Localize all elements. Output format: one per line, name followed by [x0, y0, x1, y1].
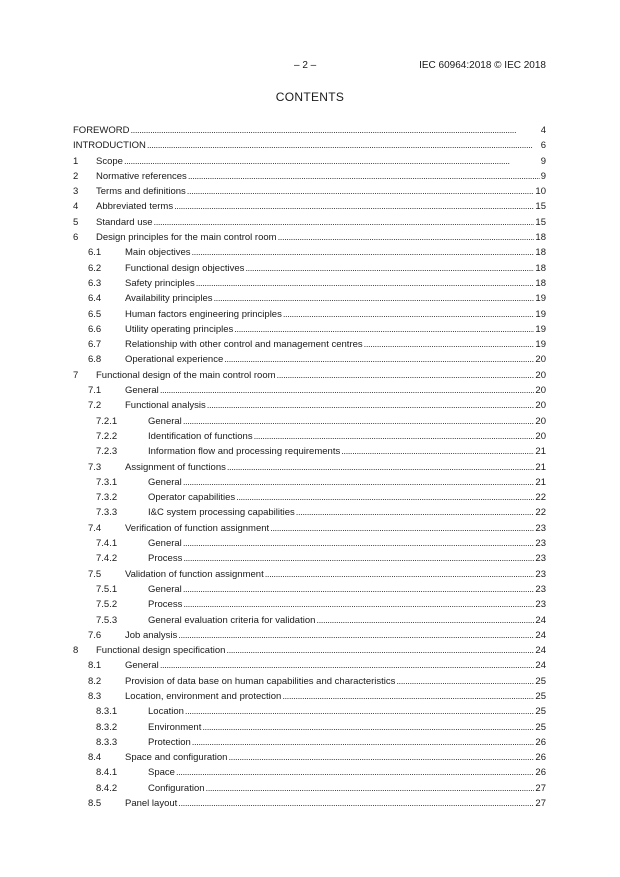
dot-leader [277, 368, 535, 383]
toc-entry-line [148, 414, 546, 429]
toc-entry-page: 19 [534, 337, 546, 352]
toc-entry-label: Main objectives [125, 245, 191, 260]
toc-entry-line [125, 674, 546, 689]
toc-entry[interactable] [73, 781, 546, 796]
toc-entry-page: 23 [534, 521, 546, 536]
toc-entry-label: Abbreviated terms [96, 199, 174, 214]
dot-leader [183, 582, 535, 597]
toc-entry-number: 2 [73, 170, 79, 182]
toc-entry-line [96, 230, 546, 245]
toc-entry-number: 8.3.2 [96, 721, 118, 733]
toc-entry-number: 7.3 [88, 461, 102, 473]
toc-entry-line [125, 460, 546, 475]
dot-leader [316, 613, 534, 628]
page-number: – 2 – [294, 60, 317, 71]
toc-entry-label: General [148, 475, 183, 490]
toc-entry-line [125, 322, 546, 337]
toc-entry-line [96, 169, 546, 184]
dot-leader [178, 628, 534, 643]
toc-entry-line [148, 475, 546, 490]
toc-entry-number: 4 [73, 201, 79, 213]
toc-entry[interactable] [73, 276, 546, 291]
toc-entry-number: 8.4.2 [96, 782, 118, 794]
toc-entry-number: 7.2.2 [96, 430, 118, 442]
toc-entry[interactable] [73, 567, 546, 582]
toc-entry-line [148, 597, 546, 612]
dot-leader [341, 444, 534, 459]
dot-leader [130, 123, 539, 138]
dot-leader [183, 414, 535, 429]
toc-entry-number: 6 [73, 232, 79, 244]
toc-entry-page: 23 [534, 567, 546, 582]
table-of-contents [73, 123, 546, 811]
dot-leader [178, 796, 534, 811]
toc-entry-page: 25 [534, 689, 546, 704]
dot-leader [187, 184, 535, 199]
toc-entry-number: 7.5.2 [96, 599, 118, 611]
dot-leader [364, 337, 535, 352]
dot-leader [207, 398, 535, 413]
toc-entry[interactable] [73, 138, 546, 153]
toc-entry-line [148, 735, 546, 750]
toc-entry-number: 8.1 [88, 660, 102, 672]
dot-leader [183, 597, 534, 612]
toc-entry-page: 24 [534, 658, 546, 673]
dot-leader [227, 460, 535, 475]
toc-entry-page: 10 [534, 184, 546, 199]
toc-entry-page: 18 [534, 245, 546, 260]
toc-entry-line [125, 245, 546, 260]
standard-reference: IEC 60964:2018 © IEC 2018 [419, 60, 546, 71]
toc-entry-number: 7.4.2 [96, 553, 118, 565]
toc-entry-page: 23 [534, 582, 546, 597]
dot-leader [160, 383, 535, 398]
toc-entry-line [125, 521, 546, 536]
toc-entry-line [125, 337, 546, 352]
toc-entry[interactable] [73, 475, 546, 490]
toc-entry[interactable] [73, 796, 546, 811]
toc-entry-line [125, 567, 546, 582]
toc-entry-number: 8.3 [88, 690, 102, 702]
toc-entry-page: 15 [534, 215, 546, 230]
toc-entry-page: 26 [534, 735, 546, 750]
toc-entry-line [148, 429, 546, 444]
toc-entry[interactable] [73, 643, 546, 658]
toc-entry-line [125, 658, 546, 673]
toc-entry-number: 7 [73, 369, 79, 381]
toc-entry-page: 15 [534, 199, 546, 214]
toc-entry-label: Process [148, 597, 183, 612]
dot-leader [236, 490, 534, 505]
dot-leader [188, 169, 540, 184]
toc-entry-label: Standard use [96, 215, 154, 230]
toc-entry-line [125, 291, 546, 306]
toc-entry[interactable] [73, 337, 546, 352]
toc-entry-label: General [125, 383, 160, 398]
toc-entry-page: 18 [534, 230, 546, 245]
toc-entry[interactable] [73, 184, 546, 199]
toc-entry-line [73, 123, 546, 138]
toc-entry-label: Space and configuration [125, 750, 228, 765]
toc-entry[interactable] [73, 765, 546, 780]
toc-entry[interactable] [73, 261, 546, 276]
toc-entry-page: 21 [534, 460, 546, 475]
dot-leader [296, 505, 535, 520]
toc-entry-page: 20 [534, 414, 546, 429]
toc-entry-label: Environment [148, 720, 202, 735]
toc-entry[interactable] [73, 551, 546, 566]
toc-entry-label: I&C system processing capabilities [148, 505, 296, 520]
toc-entry-line [125, 261, 546, 276]
dot-leader [183, 536, 535, 551]
toc-entry-page: 19 [534, 291, 546, 306]
toc-entry-label: General [148, 536, 183, 551]
dot-leader [282, 689, 534, 704]
toc-entry-line [148, 444, 546, 459]
toc-entry-number: 8.2 [88, 675, 102, 687]
toc-entry-number: 7.2 [88, 400, 102, 412]
toc-entry-line [148, 505, 546, 520]
dot-leader [183, 551, 534, 566]
dot-leader [226, 643, 534, 658]
toc-entry-line [125, 352, 546, 367]
toc-entry[interactable] [73, 444, 546, 459]
toc-entry[interactable] [73, 398, 546, 413]
toc-entry-page: 19 [534, 307, 546, 322]
toc-entry-number: 6.7 [88, 339, 102, 351]
toc-entry-page: 19 [534, 322, 546, 337]
toc-entry-number: 7.3.1 [96, 476, 118, 488]
toc-entry[interactable] [73, 352, 546, 367]
toc-entry-label: Verification of function assignment [125, 521, 270, 536]
toc-entry-line [96, 368, 546, 383]
toc-entry[interactable] [73, 613, 546, 628]
toc-entry-line [73, 138, 546, 153]
dot-leader [213, 291, 534, 306]
toc-entry[interactable] [73, 429, 546, 444]
toc-entry-number: 6.5 [88, 308, 102, 320]
toc-entry-number: 7.3.3 [96, 507, 118, 519]
toc-entry-line [96, 199, 546, 214]
toc-entry-page: 18 [534, 261, 546, 276]
toc-entry-page: 23 [534, 597, 546, 612]
toc-entry-label: Utility operating principles [125, 322, 234, 337]
toc-entry[interactable] [73, 414, 546, 429]
toc-entry-number: 6.2 [88, 262, 102, 274]
toc-entry-line [148, 781, 546, 796]
toc-entry-label: Operational experience [125, 352, 224, 367]
toc-entry-label: General [125, 658, 160, 673]
toc-entry-number: 7.5.1 [96, 583, 118, 595]
toc-entry-page: 26 [534, 750, 546, 765]
toc-entry-page: 20 [534, 398, 546, 413]
toc-entry[interactable] [73, 750, 546, 765]
dot-leader [176, 765, 534, 780]
toc-entry-label: Safety principles [125, 276, 196, 291]
toc-entry-page: 4 [540, 123, 546, 138]
toc-entry-number: 6.1 [88, 247, 102, 259]
toc-entry[interactable] [73, 383, 546, 398]
toc-entry-page: 24 [534, 613, 546, 628]
dot-leader [245, 261, 534, 276]
toc-entry-label: Process [148, 551, 183, 566]
toc-entry-line [148, 720, 546, 735]
toc-entry-number: 6.8 [88, 354, 102, 366]
toc-entry[interactable] [73, 505, 546, 520]
toc-entry-page: 27 [534, 796, 546, 811]
toc-entry-label: Panel layout [125, 796, 178, 811]
toc-entry[interactable] [73, 597, 546, 612]
toc-entry[interactable] [73, 735, 546, 750]
toc-entry[interactable] [73, 154, 546, 169]
toc-entry-line [125, 276, 546, 291]
toc-entry-number: 7.4 [88, 522, 102, 534]
toc-entry[interactable] [73, 720, 546, 735]
toc-entry-label: General [148, 582, 183, 597]
toc-entry-page: 20 [534, 368, 546, 383]
toc-entry-line [148, 765, 546, 780]
contents-title: CONTENTS [275, 90, 345, 104]
toc-entry-page: 21 [534, 444, 546, 459]
toc-entry-page: 22 [534, 490, 546, 505]
toc-entry-number: 6.6 [88, 323, 102, 335]
toc-entry-label: Identification of functions [148, 429, 254, 444]
toc-entry-page: 25 [534, 674, 546, 689]
toc-entry-label: General evaluation criteria for validation [148, 613, 316, 628]
toc-entry[interactable] [73, 460, 546, 475]
toc-entry-label: Space [148, 765, 176, 780]
toc-entry[interactable] [73, 123, 546, 138]
toc-entry-page: 23 [534, 536, 546, 551]
toc-entry[interactable] [73, 199, 546, 214]
toc-entry-label: Location, environment and protection [125, 689, 282, 704]
toc-entry-page: 20 [534, 429, 546, 444]
toc-entry-line [125, 628, 546, 643]
toc-entry-number: 3 [73, 186, 79, 198]
toc-entry-line [148, 551, 546, 566]
toc-entry-line [148, 490, 546, 505]
toc-entry-label: Job analysis [125, 628, 178, 643]
dot-leader [265, 567, 535, 582]
toc-entry-label: Normative references [96, 169, 188, 184]
toc-entry-number: 8.3.3 [96, 736, 118, 748]
dot-leader [192, 735, 535, 750]
toc-entry[interactable] [73, 245, 546, 260]
toc-entry-page: 27 [534, 781, 546, 796]
toc-entry-label: Terms and definitions [96, 184, 187, 199]
toc-entry-label: Human factors engineering principles [125, 307, 283, 322]
toc-entry[interactable] [73, 521, 546, 536]
toc-entry[interactable] [73, 658, 546, 673]
toc-entry-number: 8 [73, 645, 79, 657]
toc-entry-page: 25 [534, 720, 546, 735]
toc-entry-number: 8.3.1 [96, 706, 118, 718]
toc-entry-line [148, 536, 546, 551]
toc-entry-page: 9 [540, 169, 546, 184]
toc-entry-line [125, 796, 546, 811]
toc-entry-label: Design principles for the main control room [96, 230, 278, 245]
dot-leader [160, 658, 535, 673]
toc-entry[interactable] [73, 536, 546, 551]
toc-entry-label: Functional design specification [96, 643, 226, 658]
toc-entry-label: Relationship with other control and management centres [125, 337, 364, 352]
dot-leader [202, 720, 534, 735]
toc-entry-label: Functional design of the main control room [96, 368, 277, 383]
toc-entry[interactable] [73, 322, 546, 337]
toc-entry-number: 8.4.1 [96, 767, 118, 779]
toc-entry[interactable] [73, 230, 546, 245]
toc-entry-label: Operator capabilities [148, 490, 236, 505]
dot-leader [278, 230, 535, 245]
toc-entry[interactable] [73, 628, 546, 643]
toc-entry-number: 7.2.3 [96, 446, 118, 458]
toc-entry-line [96, 184, 546, 199]
toc-entry-line [96, 215, 546, 230]
dot-leader [234, 322, 534, 337]
dot-leader [283, 307, 535, 322]
dot-leader [224, 352, 534, 367]
toc-entry-page: 18 [534, 276, 546, 291]
dot-leader [228, 750, 534, 765]
toc-entry-number: 7.5.3 [96, 614, 118, 626]
toc-entry[interactable] [73, 689, 546, 704]
toc-entry-label: Configuration [148, 781, 206, 796]
toc-entry-page: 22 [534, 505, 546, 520]
dot-leader [254, 429, 535, 444]
toc-entry[interactable] [73, 169, 546, 184]
toc-entry-label: General [148, 414, 183, 429]
toc-entry-number: 7.3.2 [96, 492, 118, 504]
toc-entry-line [125, 307, 546, 322]
toc-entry-page: 25 [534, 704, 546, 719]
toc-entry-label: Assignment of functions [125, 460, 227, 475]
toc-entry-number: 1 [73, 155, 79, 167]
toc-entry-number: 7.2.1 [96, 415, 118, 427]
toc-entry-label: Functional analysis [125, 398, 207, 413]
dot-leader [196, 276, 535, 291]
toc-entry-page: 6 [540, 138, 546, 153]
toc-entry-number: 6.4 [88, 293, 102, 305]
toc-entry-page: 23 [534, 551, 546, 566]
toc-entry-number: 7.1 [88, 385, 102, 397]
toc-entry-number: 7.4.1 [96, 538, 118, 550]
dot-leader [270, 521, 534, 536]
toc-entry-label: FOREWORD [73, 123, 130, 138]
toc-entry[interactable] [73, 582, 546, 597]
dot-leader [124, 154, 540, 169]
toc-entry-number: 8.5 [88, 798, 102, 810]
toc-entry[interactable] [73, 291, 546, 306]
dot-leader [154, 215, 535, 230]
toc-entry-number: 7.5 [88, 568, 102, 580]
toc-entry-line [96, 154, 546, 169]
toc-entry-page: 26 [534, 765, 546, 780]
toc-entry-page: 24 [534, 628, 546, 643]
toc-entry-line [125, 689, 546, 704]
toc-entry-label: INTRODUCTION [73, 138, 147, 153]
toc-entry-label: Validation of function assignment [125, 567, 265, 582]
dot-leader [174, 199, 534, 214]
toc-entry-label: Functional design objectives [125, 261, 245, 276]
toc-entry-line [125, 398, 546, 413]
toc-entry[interactable] [73, 704, 546, 719]
toc-entry-number: 7.6 [88, 629, 102, 641]
toc-entry[interactable] [73, 307, 546, 322]
toc-entry-line [125, 383, 546, 398]
toc-entry-number: 6.3 [88, 277, 102, 289]
dot-leader [396, 674, 534, 689]
toc-entry-line [96, 643, 546, 658]
dot-leader [191, 245, 534, 260]
toc-entry-line [125, 750, 546, 765]
toc-entry-label: Availability principles [125, 291, 213, 306]
toc-entry-label: Provision of data base on human capabilities and characteristics [125, 674, 396, 689]
toc-entry-label: Information flow and processing requirements [148, 444, 341, 459]
toc-entry-label: Protection [148, 735, 192, 750]
toc-entry-label: Scope [96, 154, 124, 169]
toc-entry-number: 5 [73, 216, 79, 228]
dot-leader [183, 475, 535, 490]
dot-leader [147, 138, 540, 153]
toc-entry[interactable] [73, 674, 546, 689]
toc-entry-number: 8.4 [88, 752, 102, 764]
toc-entry-page: 21 [534, 475, 546, 490]
toc-entry-page: 9 [540, 154, 546, 169]
toc-entry-label: Location [148, 704, 185, 719]
toc-entry-page: 24 [534, 643, 546, 658]
toc-entry[interactable] [73, 215, 546, 230]
toc-entry-line [148, 704, 546, 719]
dot-leader [185, 704, 535, 719]
toc-entry-line [148, 613, 546, 628]
toc-entry[interactable] [73, 368, 546, 383]
toc-entry-line [148, 582, 546, 597]
toc-entry-page: 20 [534, 383, 546, 398]
toc-entry[interactable] [73, 490, 546, 505]
dot-leader [206, 781, 535, 796]
toc-entry-page: 20 [534, 352, 546, 367]
